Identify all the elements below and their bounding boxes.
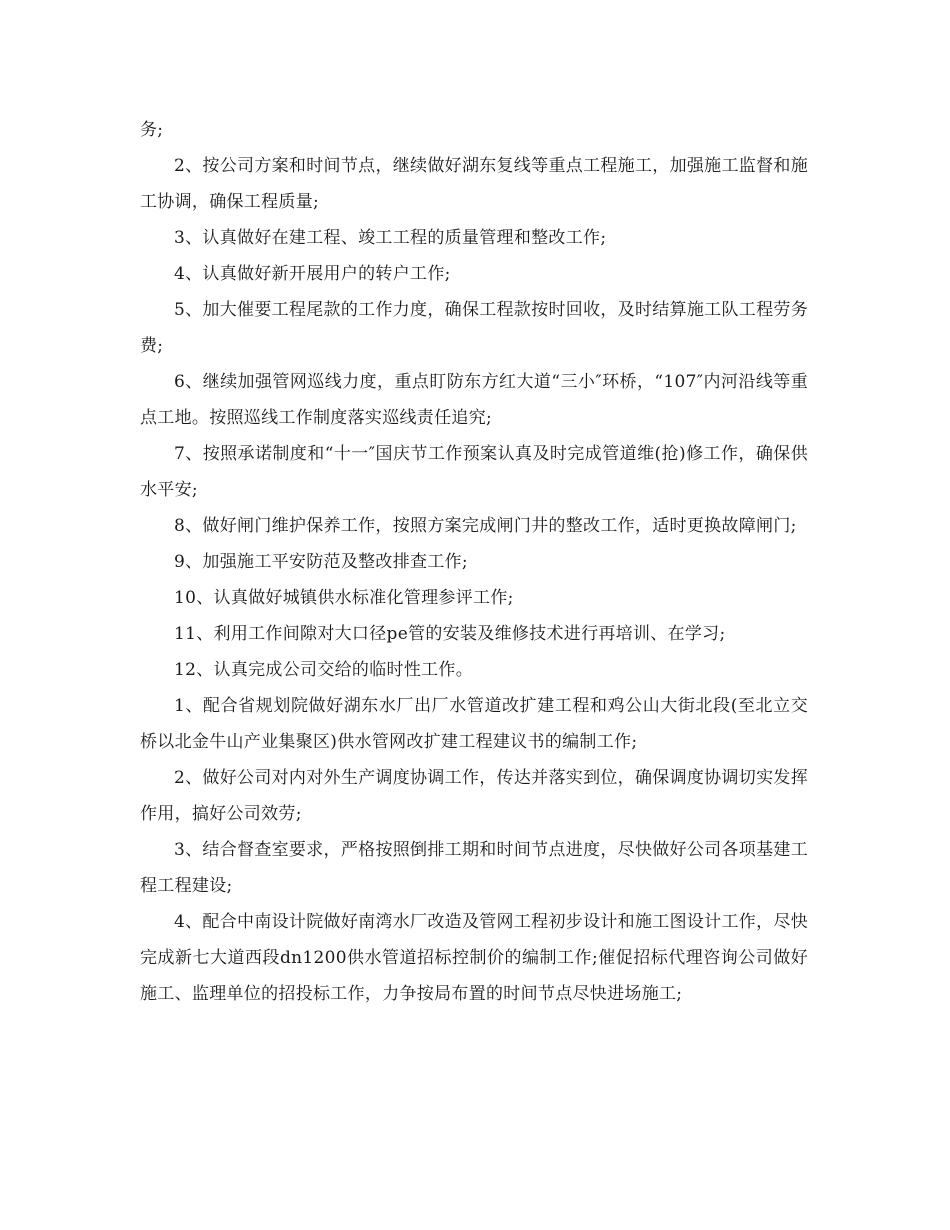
paragraph-item-10: 10、认真做好城镇供水标准化管理参评工作; [174,588,514,608]
paragraph-dispatch-item-2: 2、做好公司对内对外生产调度协调工作，传达并落实到位，确保调度协调切实发挥作用，搞好公司效劳; [140,768,808,824]
paragraph-item-2: 2、按公司方案和时间节点，继续做好湖东复线等重点工程施工，加强施工监督和施工协调，确保工程质量; [140,156,808,212]
document-body [140,112,808,1012]
paragraph-item-3: 3、认真做好在建工程、竣工工程的质量管理和整改工作; [174,228,607,248]
paragraph-item-11: 11、利用工作间隙对大口径pe管的安装及维修技术进行再培训、在学习; [174,624,726,644]
paragraph-dispatch-item-4: 4、配合中南设计院做好南湾水厂改造及管网工程初步设计和施工图设计工作，尽快完成新七大道西段dn1200供水管道招标控制价的编制工作;催促招标代理咨询公司做好施工、监理单位的招投标工作，力争按局布置的时间节点尽快进场施工; [140,912,808,1004]
paragraph-dispatch-item-3: 3、结合督查室要求，严格按照倒排工期和时间节点进度，尽快做好公司各项基建工程工程建设; [140,840,808,896]
paragraph-continuation: 务; [140,120,164,140]
paragraph-item-7: 7、按照承诺制度和“十一″国庆节工作预案认真及时完成管道维(抢)修工作，确保供水平安; [140,444,808,500]
paragraph-item-8: 8、做好闸门维护保养工作，按照方案完成闸门井的整改工作，适时更换故障闸门; [174,516,797,536]
paragraph-dispatch-item-1: 1、配合省规划院做好湖东水厂出厂水管道改扩建工程和鸡公山大街北段(至北立交桥以北金牛山产业集聚区)供水管网改扩建工程建议书的编制工作; [140,696,808,752]
paragraph-item-9: 9、加强施工平安防范及整改排查工作; [174,552,468,572]
paragraph-item-5: 5、加大催要工程尾款的工作力度，确保工程款按时回收，及时结算施工队工程劳务费; [140,300,808,356]
paragraph-item-4: 4、认真做好新开展用户的转户工作; [174,264,451,284]
paragraph-item-12: 12、认真完成公司交给的临时性工作。 [174,660,474,680]
paragraph-item-6: 6、继续加强管网巡线力度，重点盯防东方红大道“三小″环桥，“107″内河沿线等重点工地。按照巡线工作制度落实巡线责任追究; [140,372,808,428]
